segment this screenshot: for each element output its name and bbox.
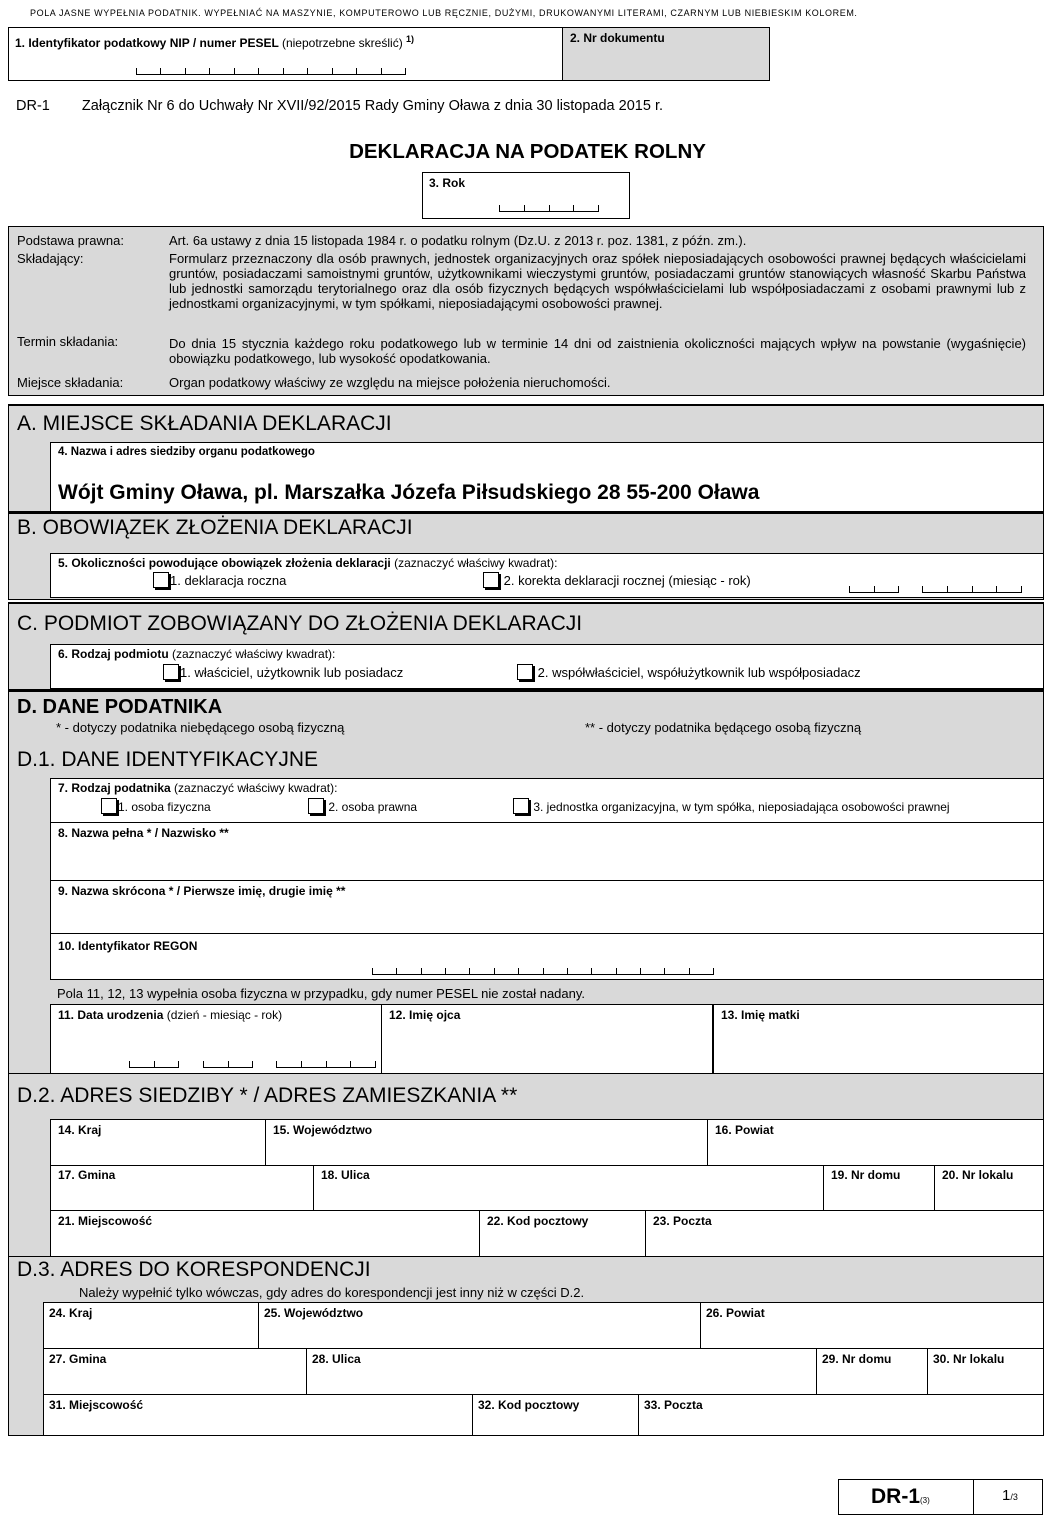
section-b-title: B. OBOWIĄZEK ZŁOŻENIA DEKLARACJI — [17, 516, 413, 539]
field-28-label: 28. Ulica — [312, 1352, 361, 1366]
field-30-label: 30. Nr lokalu — [933, 1352, 1005, 1366]
info-label-place: Miejsce składania: — [17, 375, 124, 390]
section-c-title: C. PODMIOT ZOBOWIĄZANY DO ZŁOŻENIA DEKLARACJI — [17, 612, 583, 635]
field-9-label: 9. Nazwa skrócona * / Pierwsze imię, drugie imię ** — [58, 884, 346, 898]
info-text-filer: Formularz przeznaczony dla osób prawnych, jednostek organizacyjnych oraz spółek nieposiadających osobowości prawnej będących właścicielami gruntów, posiadaczami samoistnymi gruntów, użytkownikami wieczystymi gruntów, posiadaczami gruntów stanowiących własność Skarbu Państwa lub jednostki samorządu terytorialnego oraz dla osób fizycznych będących współwłaścicielami lub współposiadaczami z osobami prawnymi lub z jednostkami organizacyjnymi, w tym spółkami, nieposiadającymi osobowości prawnej. — [169, 251, 1026, 311]
day-digit-boxes — [129, 1061, 179, 1068]
option-natural-person[interactable] — [101, 798, 211, 814]
option-correction[interactable] — [483, 572, 751, 588]
option-owner[interactable] — [163, 664, 403, 680]
info-text-place: Organ podatkowy właściwy ze względu na miejsce położenia nieruchomości. — [169, 375, 611, 390]
field-12-father-name[interactable] — [381, 1004, 713, 1074]
field-33-label: 33. Poczta — [644, 1398, 703, 1412]
field-33-post-office[interactable] — [638, 1394, 1044, 1436]
footer-version: (3) — [920, 1496, 930, 1505]
month-digit-boxes — [203, 1061, 253, 1068]
field-24-label: 24. Kraj — [49, 1306, 93, 1320]
field-3-label: 3. Rok — [429, 176, 466, 190]
field-5-circumstances — [50, 553, 1044, 598]
field-14-country[interactable] — [50, 1119, 266, 1166]
section-c — [8, 602, 1044, 690]
year-digit-boxes — [276, 1061, 376, 1068]
field-29-label: 29. Nr domu — [822, 1352, 892, 1366]
field-18-label: 18. Ulica — [321, 1168, 370, 1182]
form-code: DR-1 — [16, 98, 50, 114]
field-32-postal-code[interactable] — [472, 1394, 639, 1436]
year-digit-boxes — [499, 205, 599, 212]
field-25-voivodeship[interactable] — [258, 1302, 701, 1349]
field-27-label: 27. Gmina — [49, 1352, 107, 1366]
option-legal-person[interactable] — [308, 798, 417, 814]
field-5-label: 5. Okoliczności powodujące obowiązek złożenia deklaracji (zaznaczyć właściwy kwadrat): — [58, 556, 558, 570]
section-d3 — [8, 1256, 1044, 1436]
note-legal-person: * - dotyczy podatnika niebędącego osobą fizyczną — [56, 720, 345, 735]
footer-page: 1 — [1002, 1487, 1011, 1504]
field-20-label: 20. Nr lokalu — [942, 1168, 1014, 1182]
field-10-regon[interactable] — [50, 933, 1044, 980]
option-annual-declaration[interactable] — [153, 572, 286, 588]
checkbox-icon[interactable] — [308, 798, 324, 814]
note-natural-person: ** - dotyczy podatnika będącego osobą fizyczną — [585, 720, 862, 735]
section-b — [8, 512, 1044, 600]
checkbox-icon[interactable] — [517, 664, 533, 680]
field-31-label: 31. Miejscowość — [49, 1398, 144, 1412]
info-text-deadline: Do dnia 15 stycznia każdego roku podatkowego lub w terminie 14 dni od zaistnienia okoliczności mających wpływ na powstanie (wygaśnięcie) obowiązku podatkowego, lub wysokość opodatkowania. — [169, 336, 1026, 366]
field-22-postal-code[interactable] — [479, 1210, 646, 1257]
field-8-full-name[interactable] — [50, 822, 1044, 881]
footer-page-number — [973, 1479, 1043, 1515]
field-1-label: 1. Identyfikator podatkowy NIP / numer PESEL (niepotrzebne skreślić) $^{1)}$ — [15, 34, 415, 50]
year-digit-boxes — [922, 586, 1022, 593]
info-label-deadline: Termin składania: — [17, 334, 119, 349]
option-owner-label: 1. właściciel, użytkownik lub posiadacz — [180, 665, 404, 680]
attachment-line — [16, 98, 663, 114]
section-a-title: A. MIEJSCE SKŁADANIA DEKLARACJI — [17, 412, 392, 435]
field-7-label: 7. Rodzaj podatnika (zaznaczyć właściwy kwadrat): — [58, 781, 338, 795]
field-27-commune[interactable] — [43, 1348, 307, 1395]
option-annual-label: 1. deklaracja roczna — [170, 573, 287, 588]
section-a — [8, 404, 1044, 512]
month-digit-boxes — [849, 586, 899, 593]
option-co-owner-label: 2. współwłaściciel, współużytkownik lub współposiadacz — [537, 665, 861, 680]
attachment-text: Załącznik Nr 6 do Uchwały Nr XVII/92/2015 Rady Gminy Oława z dnia 30 listopada 2015 r. — [81, 98, 663, 114]
field-1-nip-pesel[interactable] — [8, 27, 563, 81]
field-23-label: 23. Poczta — [653, 1214, 712, 1228]
page-title: DEKLARACJA NA PODATEK ROLNY — [349, 140, 706, 163]
field-26-label: 26. Powiat — [706, 1306, 765, 1320]
field-19-label: 19. Nr domu — [831, 1168, 901, 1182]
option-co-owner[interactable] — [517, 664, 861, 680]
field-6-label: 6. Rodzaj podmiotu (zaznaczyć właściwy kwadrat): — [58, 647, 336, 661]
field-15-voivodeship[interactable] — [265, 1119, 708, 1166]
field-21-label: 21. Miejscowość — [58, 1214, 153, 1228]
section-d1-title: D.1. DANE IDENTYFIKACYJNE — [17, 748, 319, 771]
field-25-label: 25. Województwo — [264, 1306, 364, 1320]
option-legal-person-label: 2. osoba prawna — [328, 800, 418, 814]
field-28-street[interactable] — [306, 1348, 817, 1395]
instruction-note: POLA JASNE WYPEŁNIA PODATNIK. WYPEŁNIAĆ NA MASZYNIE, KOMPUTEROWO LUB RĘCZNIE, DUŻYMI, DRUKOWANYMI LITERAMI, CZARNYM LUB NIEBIESKIM KOLOREM. — [30, 8, 858, 18]
field-16-label: 16. Powiat — [715, 1123, 774, 1137]
field-30-apartment-number[interactable] — [927, 1348, 1044, 1395]
field-18-street[interactable] — [313, 1165, 824, 1211]
field-19-house-number[interactable] — [823, 1165, 935, 1211]
field-11-label: 11. Data urodzenia (dzień - miesiąc - rok) — [58, 1008, 283, 1022]
checkbox-icon[interactable] — [101, 798, 117, 814]
field-29-house-number[interactable] — [816, 1348, 928, 1395]
field-4-tax-authority[interactable] — [50, 442, 1044, 512]
nip-digit-boxes — [136, 68, 406, 75]
field-12-label: 12. Imię ojca — [389, 1008, 461, 1022]
field-6-entity-type — [50, 644, 1044, 689]
checkbox-icon[interactable] — [513, 798, 529, 814]
field-17-commune[interactable] — [50, 1165, 314, 1211]
info-label-filer: Składający: — [17, 251, 84, 266]
checkbox-icon[interactable] — [153, 572, 169, 588]
option-organizational-unit-label: 3. jednostka organizacyjna, w tym spółka, nieposiadająca osobowości prawnej — [533, 800, 950, 814]
footer-code: DR-1 — [871, 1485, 921, 1508]
field-2-document-number — [562, 27, 770, 81]
field-11-birth-date[interactable] — [50, 1004, 382, 1074]
field-3-year[interactable] — [422, 172, 630, 219]
field-31-locality[interactable] — [43, 1394, 473, 1436]
option-correction-label: 2. korekta deklaracji rocznej (miesiąc - rok) — [503, 573, 751, 588]
pesel-note: Pola 11, 12, 13 wypełnia osoba fizyczna w przypadku, gdy numer PESEL nie został nadany. — [57, 986, 586, 1001]
info-label-legal-basis: Podstawa prawna: — [17, 233, 124, 248]
regon-digit-boxes — [372, 968, 714, 975]
section-d3-title: D.3. ADRES DO KORESPONDENCJI — [17, 1258, 371, 1281]
field-23-post-office[interactable] — [645, 1210, 1044, 1257]
checkbox-icon[interactable] — [483, 572, 499, 588]
field-4-label: 4. Nazwa i adres siedziby organu podatkowego — [58, 446, 315, 458]
field-26-county[interactable] — [700, 1302, 1044, 1349]
field-15-label: 15. Województwo — [273, 1123, 373, 1137]
field-14-label: 14. Kraj — [58, 1123, 102, 1137]
section-d-title: D. DANE PODATNIKA — [17, 696, 223, 718]
section-d2-title: D.2. ADRES SIEDZIBY * / ADRES ZAMIESZKANIA ** — [17, 1084, 518, 1107]
field-4-value: Wójt Gminy Oława, pl. Marszałka Józefa Piłsudskiego 28 55-200 Oława — [58, 481, 760, 504]
field-32-label: 32. Kod pocztowy — [478, 1398, 580, 1412]
field-20-apartment-number[interactable] — [934, 1165, 1044, 1211]
field-17-label: 17. Gmina — [58, 1168, 116, 1182]
section-d — [8, 690, 1044, 1074]
footer-form-code — [838, 1479, 974, 1515]
option-natural-person-label: 1. osoba fizyczna — [118, 800, 211, 814]
section-d2 — [8, 1073, 1044, 1258]
field-16-county[interactable] — [707, 1119, 1044, 1166]
field-21-locality[interactable] — [50, 1210, 480, 1257]
option-organizational-unit[interactable] — [513, 798, 950, 814]
field-24-country[interactable] — [43, 1302, 259, 1349]
field-9-short-name[interactable] — [50, 880, 1044, 934]
field-10-label: 10. Identyfikator REGON — [58, 939, 198, 953]
field-13-label: 13. Imię matki — [721, 1008, 800, 1022]
field-8-label: 8. Nazwa pełna * / Nazwisko ** — [58, 826, 229, 840]
field-22-label: 22. Kod pocztowy — [487, 1214, 589, 1228]
field-2-label: 2. Nr dokumentu — [570, 31, 665, 45]
checkbox-icon[interactable] — [163, 664, 179, 680]
footer-pages: /3 — [1010, 1492, 1018, 1502]
info-block — [8, 226, 1044, 396]
info-text-legal-basis: Art. 6a ustawy z dnia 15 listopada 1984 r. o podatku rolnym (Dz.U. z 2013 r. poz. 1381, z późn. zm.). — [169, 233, 747, 248]
correspondence-note: Należy wypełnić tylko wówczas, gdy adres do korespondencji jest inny niż w części D.2. — [79, 1285, 585, 1300]
field-7-taxpayer-type — [50, 778, 1044, 823]
field-13-mother-name[interactable] — [713, 1004, 1044, 1074]
